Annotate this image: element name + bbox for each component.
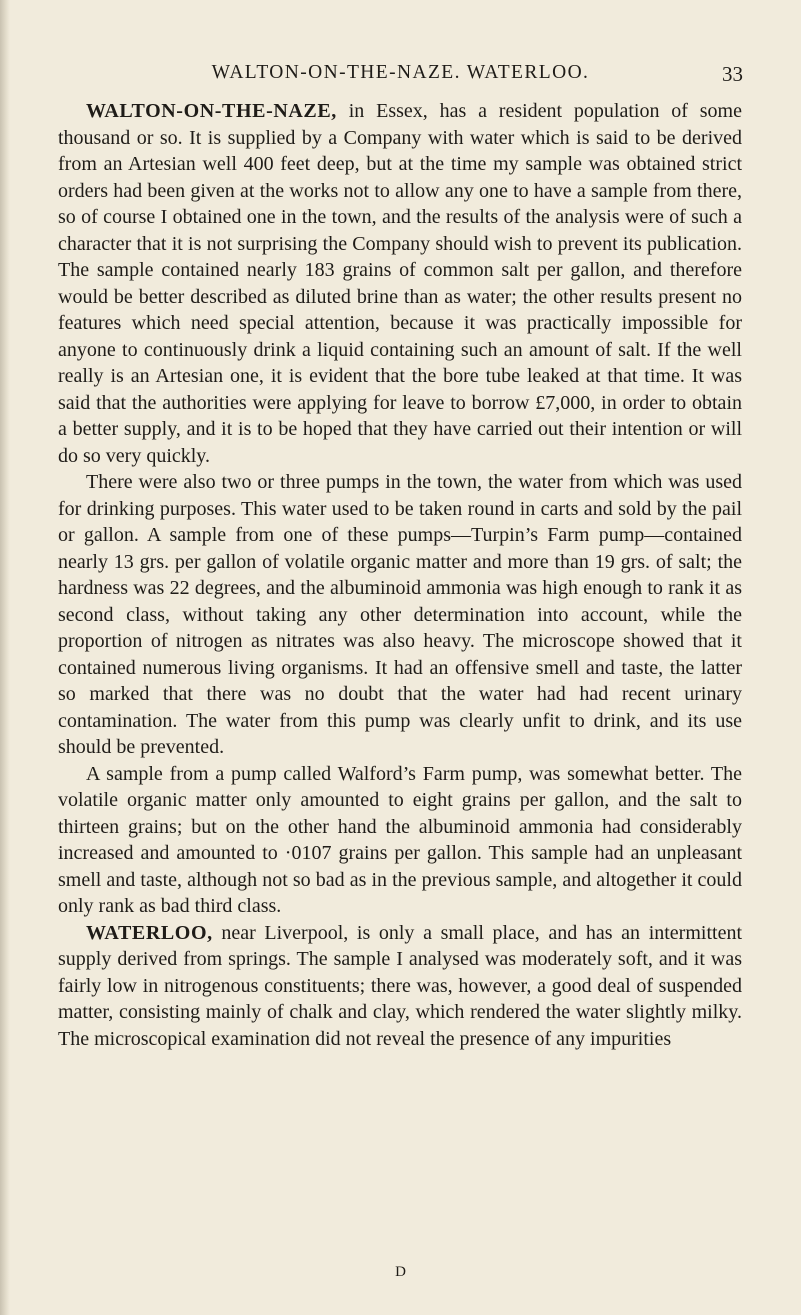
paragraph-text-pumps: There were also two or three pumps in the town, the water from which was used for drinking purposes. This water used to be taken round in carts and sold by the pail or gallon. A sample from one of these pumps—Turpin’s Farm pump—contained nearly 13 grs. per gallon of volatile organic matter and more than 19 grs. of salt; the hardness was 22 degrees, and the albuminoid ammonia was high enough to rank it as second class, without taking any other determination into account, while the proportion of nitrogen as nitrates was also heavy. The microscope showed that it contained numerous living organisms. It had an offensive smell and taste, the latter so marked that there was no doubt that the water had had recent urinary contamination. The water from this pump was clearly unfit to drink, and its use should be prevented. [58, 471, 742, 758]
page-edge [0, 0, 10, 1315]
paragraph-lead-waterloo: WATERLOO, [86, 921, 213, 944]
paragraph-walfords-farm [58, 761, 742, 920]
paragraph-walton [58, 98, 742, 469]
paragraph-text-waterloo: near Liverpool, is only a small place, and has an intermittent supply derived from springs. The sample I analysed was moderately soft, and it was fairly low in nitrogenous constituents; there was, however, a good deal of suspended matter, consisting mainly of chalk and clay, which rendered the water slightly milky. The microscopical examination did not reveal the presence of any impurities [58, 921, 742, 1050]
paragraph-pumps [58, 469, 742, 761]
running-title: WALTON-ON-THE-NAZE. WATERLOO. [211, 62, 590, 83]
page-number: 33 [722, 62, 743, 86]
running-head [0, 62, 801, 92]
paragraph-waterloo [58, 920, 742, 1053]
body-text [58, 98, 742, 1052]
signature-mark: D [395, 1264, 406, 1280]
paragraph-text-walfords-farm: A sample from a pump called Walford’s Farm pump, was somewhat better. The volatile organic matter only amounted to eight grains per gallon, and the salt to thirteen grains; but on the other hand the albuminoid ammonia had considerably increased and amounted to ·0107 grains per gallon. This sample had an unpleasant smell and taste, although not so bad as in the previous sample, and altogether it could only rank as bad third class. [58, 762, 742, 917]
paragraph-text-walton: in Essex, has a resident population of some thousand or so. It is supplied by a Company with water which is said to be derived from an Artesian well 400 feet deep, but at the time my sample was obtained strict orders had been given at the works not to allow any one to have a sample from there, so of course I obtained one in the town, and the results of the analysis were of such a character that it is not surprising the Company should wish to prevent its publication. The sample contained nearly 183 grains of common salt per gallon, and therefore would be better described as diluted brine than as water; the other results present no features which need special attention, because it was practically impossible for anyone to continuously drink a liquid containing such an amount of salt. If the well really is an Artesian one, it is evident that the bore tube leaked at that time. It was said that the authorities were applying for leave to borrow £7,000, in order to obtain a better supply, and it is to be hoped that they have carried out their intention or will do so very quickly. [58, 100, 742, 467]
paragraph-lead-walton: WALTON-ON-THE-NAZE, [86, 100, 337, 122]
